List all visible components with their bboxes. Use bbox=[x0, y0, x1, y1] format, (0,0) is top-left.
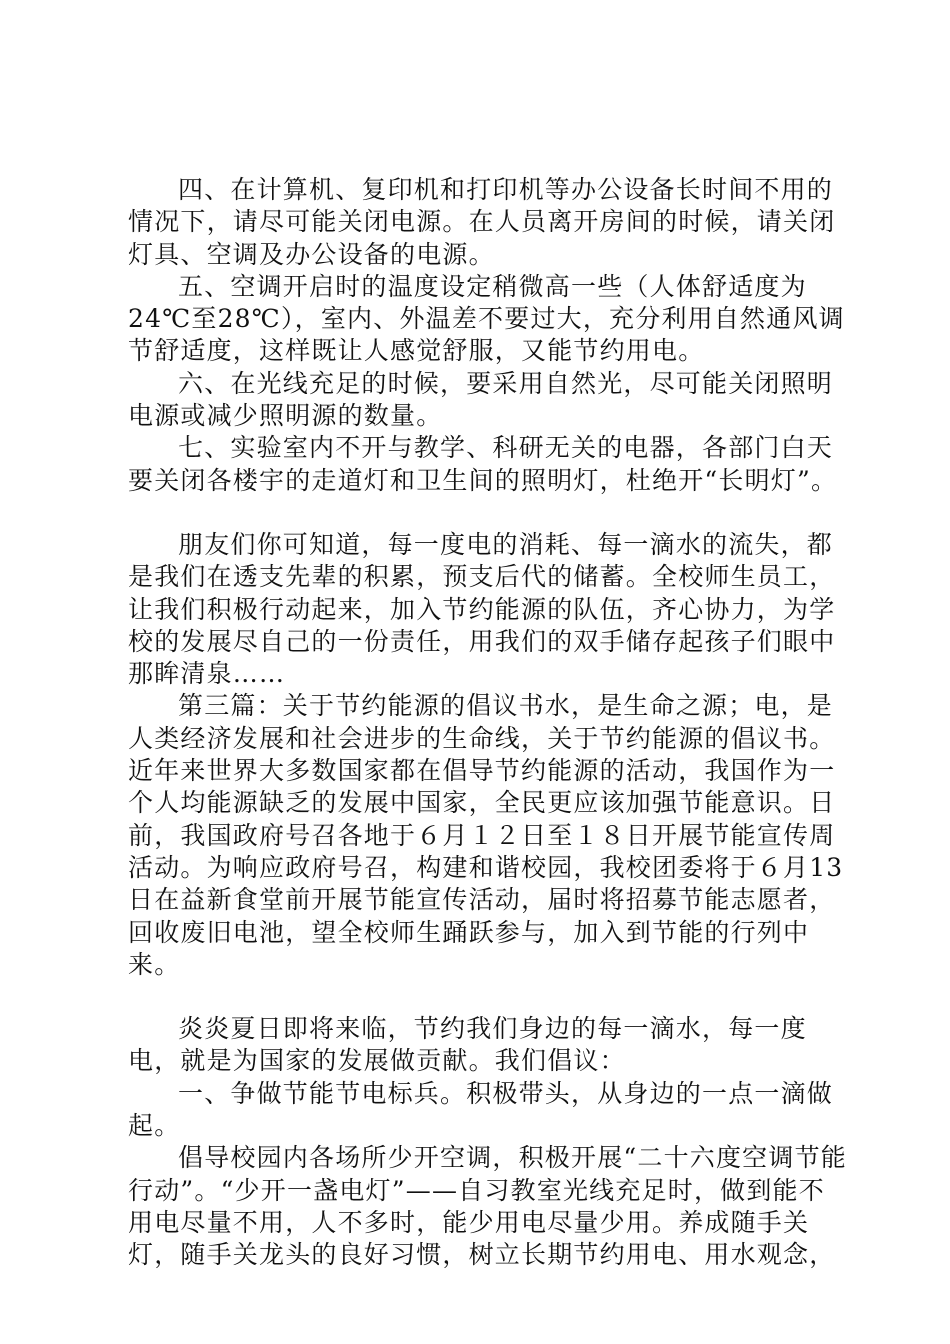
paragraph-appeal: 朋友们你可知道，每一度电的消耗、每一滴水的流失，都是我们在透支先辈的积累，预支后代的储蓄。全校师生员工，让我们积极行动起来，加入节约能源的队伍，齐心协力，为学校的发展尽自己的一份责任，用我们的双手储存起孩子们眼中那眸清泉…… bbox=[128, 529, 836, 689]
paragraph-spacer bbox=[128, 497, 848, 529]
paragraph-item-5: 五、空调开启时的温度设定稍微高一些（人体舒适度为24℃至28℃），室内、外温差不要过大，充分利用自然通风调节舒适度，这样既让人感觉舒服，又能节约用电。 bbox=[128, 271, 845, 366]
paragraph-third-article: 第三篇：关于节约能源的倡议书水，是生命之源；电，是人类经济发展和社会进步的生命线，关于节约能源的倡议书。近年来世界大多数国家都在倡导节约能源的活动，我国作为一个人均能源缺乏的发展中国家，全民更应该加强节能意识。日前，我国政府号召各地于６月１２日至１８日开展节能宣传周活动。为响应政府号召，构建和谐校园，我校团委将于６月13日在益新食堂前开展节能宣传活动，届时将招募节能志愿者，回收废旧电池，望全校师生踊跃参与，加入到节能的行列中来。 bbox=[128, 691, 844, 979]
paragraph-item-4: 四、在计算机、复印机和打印机等办公设备长时间不用的情况下，请尽可能关闭电源。在人员离开房间的时候，请关闭灯具、空调及办公设备的电源。 bbox=[128, 175, 836, 269]
paragraph-summer: 炎炎夏日即将来临，节约我们身边的每一滴水，每一度电，就是为国家的发展做贡献。我们倡议： bbox=[128, 1014, 807, 1076]
paragraph-item-6: 六、在光线充足的时候，要采用自然光，尽可能关闭照明电源或减少照明源的数量。 bbox=[128, 368, 834, 431]
document-body bbox=[128, 174, 848, 1272]
paragraph-spacer bbox=[128, 981, 848, 1013]
paragraph-campus-action: 倡导校园内各场所少开空调，积极开展“二十六度空调节能行动”。“少开一盏电灯”——自习教室光线充足时，做到能不用电尽量不用，人不多时，能少用电尽量少用。养成随手关灯，随手关龙头的良好习惯，树立长期节约用电、用水观念， bbox=[128, 1143, 847, 1270]
paragraph-item-7: 七、实验室内不开与教学、科研无关的电器，各部门白天要关闭各楼宇的走道灯和卫生间的照明灯，杜绝开“长明灯”。 bbox=[128, 433, 838, 495]
paragraph-proposal-1: 一、争做节能节电标兵。积极带头，从身边的一点一滴做起。 bbox=[128, 1078, 834, 1141]
